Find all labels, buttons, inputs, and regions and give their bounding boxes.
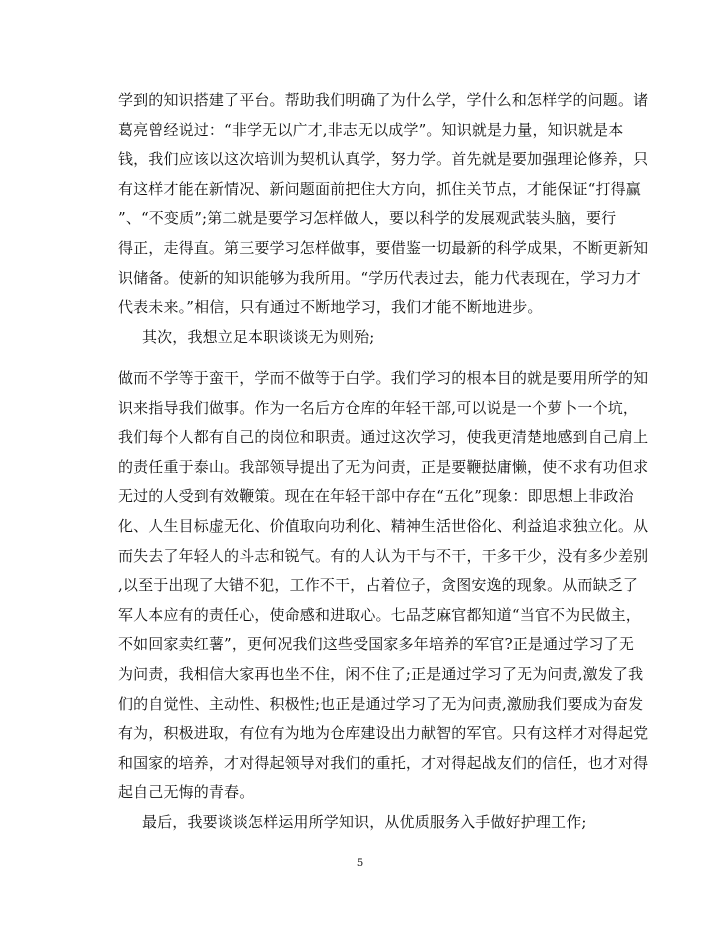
text-line: 做而不学等于蛮干，学而不做等于白学。我们学习的根本目的就是要用所学的知 [118, 369, 649, 387]
text-line: 化、人生目标虚无化、价值取向功利化、精神生活世俗化、利益追求独立化。从 [118, 516, 649, 535]
text-line: ”、“不变质”;第二就是要学习怎样做人，要以科学的发展观武装头脑，要行 [118, 209, 617, 228]
text-line: 无过的人受到有效鞭策。现在在年轻干部中存在“五化”现象：即思想上非政治 [118, 487, 634, 506]
page-number: 5 [356, 858, 364, 869]
text-line: 起自己无悔的青春。 [118, 783, 255, 802]
text-line: 识来指导我们做事。作为一名后方仓库的年轻干部,可以说是一个萝卜一个坑， [118, 398, 639, 417]
text-line: ,以至于出现了大错不犯，工作不干，占着位子，贪图安逸的现象。从而缺乏了 [118, 576, 639, 595]
text-line: 得正，走得直。第三要学习怎样做事，要借鉴一切最新的科学成果，不断更新知 [118, 238, 649, 257]
text-line: 为问责，我相信大家再也坐不住，闲不住了;正是通过学习了无为问责,激发了我 [118, 664, 644, 683]
text-line: 代表未来。”相信，只有通过不断地学习，我们才能不断地进步。 [118, 298, 543, 317]
text-line: 的责任重于泰山。我部领导提出了无为问责，正是要鞭挞庸懒，使不求有功但求 [118, 457, 649, 476]
text-line: 有为，积极进取，有位有为地为仓库建设出力献智的军官。只有这样才对得起党 [118, 724, 649, 743]
text-line: 而失去了年轻人的斗志和锐气。有的人认为干与不干，干多干少，没有多少差别 [118, 546, 649, 565]
text-line: 和国家的培养，才对得起领导对我们的重托，才对得起战友们的信任，也才对得 [118, 753, 649, 772]
text-line: 葛亮曾经说过：“非学无以广才,非志无以成学”。知识就是力量，知识就是本 [118, 120, 624, 139]
text-line: 钱，我们应该以这次培训为契机认真学，努力学。首先就是要加强理论修养，只 [118, 150, 649, 169]
paragraph-1 [118, 86, 649, 352]
text-line: 军人本应有的责任心，使命感和进取心。七品芝麻官都知道“当官不为民做主， [118, 605, 641, 624]
text-line: 学到的知识搭建了平台。帮助我们明确了为什么学，学什么和怎样学的问题。诸 [118, 91, 649, 109]
paragraph-2: 其次，我想立足本职谈谈无为则殆; [142, 327, 375, 346]
text-line: 不如回家卖红薯”，更何况我们这些受国家多年培养的军官?正是通过学习了无 [118, 635, 634, 654]
text-line: 有这样才能在新情况、新问题面前把住大方向，抓住关节点，才能保证“打得赢 [118, 179, 641, 198]
text-line: 识储备。使新的知识能够为我所用。“学历代表过去，能力代表现在，学习力才 [118, 268, 641, 287]
paragraph-3 [118, 364, 649, 838]
text-line: 我们每个人都有自己的岗位和职责。通过这次学习，使我更清楚地感到自己肩上 [118, 428, 649, 447]
text-line: 们的自觉性、主动性、积极性;也正是通过学习了无为问责,激励我们要成为奋发 [118, 694, 644, 713]
paragraph-4: 最后，我要谈谈怎样运用所学知识，从优质服务入手做好护理工作; [142, 812, 587, 831]
